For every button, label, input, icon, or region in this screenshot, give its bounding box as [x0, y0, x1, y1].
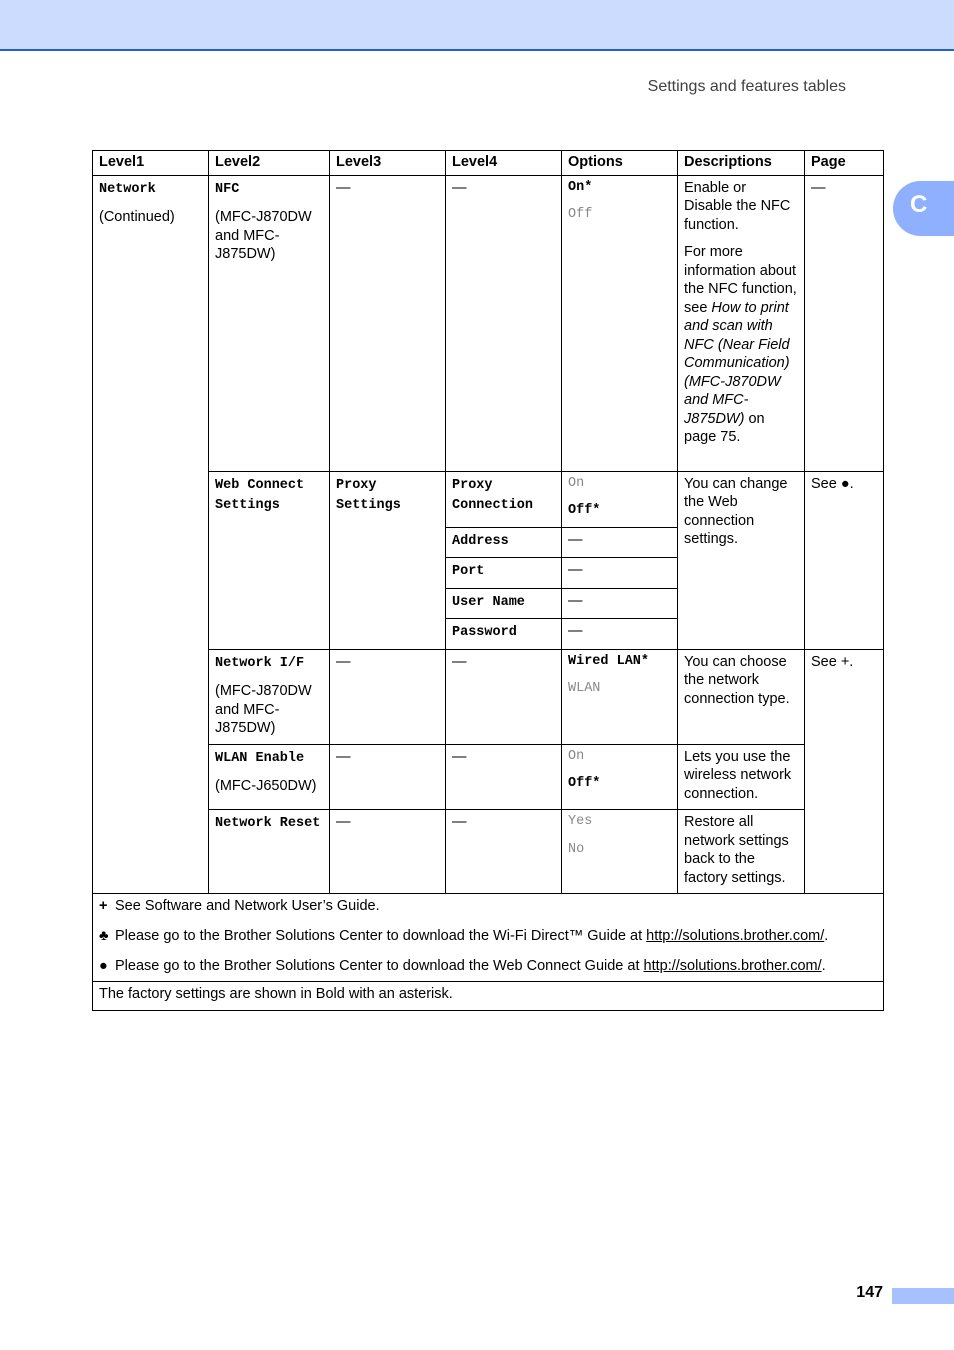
level2-name: Network Reset — [215, 816, 321, 831]
description-cell — [678, 649, 805, 744]
level4-name: User Name — [452, 594, 525, 610]
level4-name: Proxy Connection — [452, 477, 534, 513]
footnote-text: See Software and Network User’s Guide. — [115, 898, 380, 914]
table-header-row — [93, 151, 884, 176]
level2-name: NFC — [215, 181, 240, 197]
page-number: 147 — [856, 1284, 883, 1301]
footnote-end: . — [821, 958, 826, 974]
description: Restore all network settings back to the factory settings. — [684, 814, 789, 886]
factory-note-row — [93, 982, 884, 1011]
description: You can change the Web connection settings. — [684, 475, 788, 547]
description-cell — [678, 175, 805, 471]
top-banner — [0, 0, 954, 51]
level4-cell — [446, 619, 562, 650]
table-row — [93, 471, 884, 527]
options-cell — [562, 527, 678, 558]
col-header: Level2 — [209, 151, 330, 176]
option: WLAN — [568, 681, 601, 696]
col-header: Options — [562, 151, 678, 176]
level4-name: Password — [452, 625, 517, 640]
level4-value: — — [452, 179, 467, 196]
options-cell — [562, 649, 678, 744]
description-text: For more information about the NFC function, see — [684, 244, 797, 316]
description-text: on page 75. — [684, 410, 765, 445]
table-row — [93, 649, 884, 744]
level2-name: Web Connect Settings — [215, 477, 305, 513]
option-default: On* — [568, 179, 593, 195]
level3-value: — — [336, 814, 351, 830]
level3-cell — [330, 810, 446, 894]
options-cell — [562, 471, 678, 527]
footnote — [99, 927, 877, 945]
level4-cell — [446, 744, 562, 810]
level2-cell — [209, 744, 330, 810]
description-cell — [678, 471, 805, 649]
description: You can choose the network connection type. — [684, 653, 790, 707]
level3-cell — [330, 175, 446, 471]
page-ref: See +. — [811, 653, 854, 670]
level4-cell — [446, 175, 562, 471]
level4-cell — [446, 810, 562, 894]
footnote — [99, 897, 877, 915]
level4-value: — — [452, 748, 467, 765]
level2-cell — [209, 175, 330, 471]
level3-value: — — [336, 179, 351, 196]
option: Yes — [568, 814, 593, 829]
level2-note: (MFC-J870DW and MFC-J875DW) — [215, 209, 312, 262]
options-cell — [562, 744, 678, 810]
options-cell — [562, 588, 678, 619]
solutions-link[interactable]: http://solutions.brother.com/ — [646, 928, 825, 944]
option: On — [568, 748, 585, 764]
level4-cell — [446, 558, 562, 589]
level4-value: — — [452, 814, 467, 830]
description-cell — [678, 744, 805, 810]
level4-cell — [446, 588, 562, 619]
footnote-text: Please go to the Brother Solutions Center to download the Web Connect Guide at — [115, 958, 644, 974]
options-cell — [562, 810, 678, 894]
page-ref: See ●. — [811, 475, 854, 492]
level1-cell — [93, 175, 209, 894]
option: — — [568, 623, 583, 639]
col-header: Page — [805, 151, 884, 176]
level3-cell — [330, 649, 446, 744]
options-cell — [562, 175, 678, 471]
option: Off — [568, 207, 593, 222]
option: — — [568, 531, 583, 548]
circle-icon: ● — [99, 958, 108, 974]
level3-cell — [330, 744, 446, 810]
col-header: Level3 — [330, 151, 446, 176]
footnotes-row — [93, 894, 884, 982]
level3-value: — — [336, 748, 351, 765]
level2-note: (MFC-J870DW and MFC-J875DW) — [215, 683, 312, 736]
level4-cell — [446, 527, 562, 558]
level4-name: Address — [452, 533, 509, 549]
club-icon: ♣ — [99, 928, 109, 944]
description: Enable or Disable the NFC function. — [684, 179, 791, 233]
option-default: Wired LAN* — [568, 653, 650, 669]
options-cell — [562, 558, 678, 589]
options-cell — [562, 619, 678, 650]
level2-note: (MFC-J650DW) — [215, 778, 317, 794]
section-title: Settings and features tables — [647, 78, 846, 95]
page-cell — [805, 471, 884, 649]
level3-value: — — [336, 653, 351, 670]
description: Lets you use the wireless network connection. — [684, 748, 792, 802]
page-cell — [805, 175, 884, 471]
level1-note: (Continued) — [99, 209, 175, 225]
description-cell — [678, 810, 805, 894]
footnote-end: . — [824, 928, 829, 944]
page-cell — [805, 649, 884, 894]
level2-name: WLAN Enable — [215, 750, 305, 766]
appendix-tab[interactable] — [893, 181, 954, 236]
level2-name: Network I/F — [215, 655, 305, 671]
option: No — [568, 841, 585, 857]
level3-name: Proxy Settings — [336, 477, 401, 513]
col-header: Level1 — [93, 151, 209, 176]
table-row — [93, 810, 884, 894]
table-row — [93, 175, 884, 471]
level4-name: Port — [452, 564, 485, 579]
factory-note: The factory settings are shown in Bold with an asterisk. — [93, 982, 884, 1011]
description-more — [684, 243, 798, 447]
option-default: Off* — [568, 776, 601, 791]
footnote-text: Please go to the Brother Solutions Center to download the Wi-Fi Direct™ Guide at — [115, 928, 647, 944]
page-number-bar — [892, 1288, 954, 1304]
level2-cell — [209, 471, 330, 649]
level4-cell — [446, 471, 562, 527]
solutions-link[interactable]: http://solutions.brother.com/ — [643, 958, 822, 974]
level4-value: — — [452, 653, 467, 670]
appendix-tab-letter: C — [910, 191, 928, 218]
plus-icon: + — [99, 898, 108, 914]
col-header: Level4 — [446, 151, 562, 176]
level4-cell — [446, 649, 562, 744]
option-default: Off* — [568, 503, 601, 518]
level1-name: Network — [99, 181, 156, 197]
col-header: Descriptions — [678, 151, 805, 176]
footnote — [99, 957, 877, 975]
level2-cell — [209, 649, 330, 744]
table-row — [93, 744, 884, 810]
level2-cell — [209, 810, 330, 894]
cross-reference[interactable]: How to print and scan with NFC (Near Field Communication) (MFC-J870DW and MFC-J875DW) — [684, 299, 790, 427]
option: — — [568, 592, 583, 609]
footnotes-cell — [93, 894, 884, 982]
settings-table — [92, 150, 884, 1011]
option: — — [568, 562, 583, 578]
level3-cell — [330, 471, 446, 649]
option: On — [568, 475, 585, 491]
page-ref: — — [811, 179, 826, 196]
